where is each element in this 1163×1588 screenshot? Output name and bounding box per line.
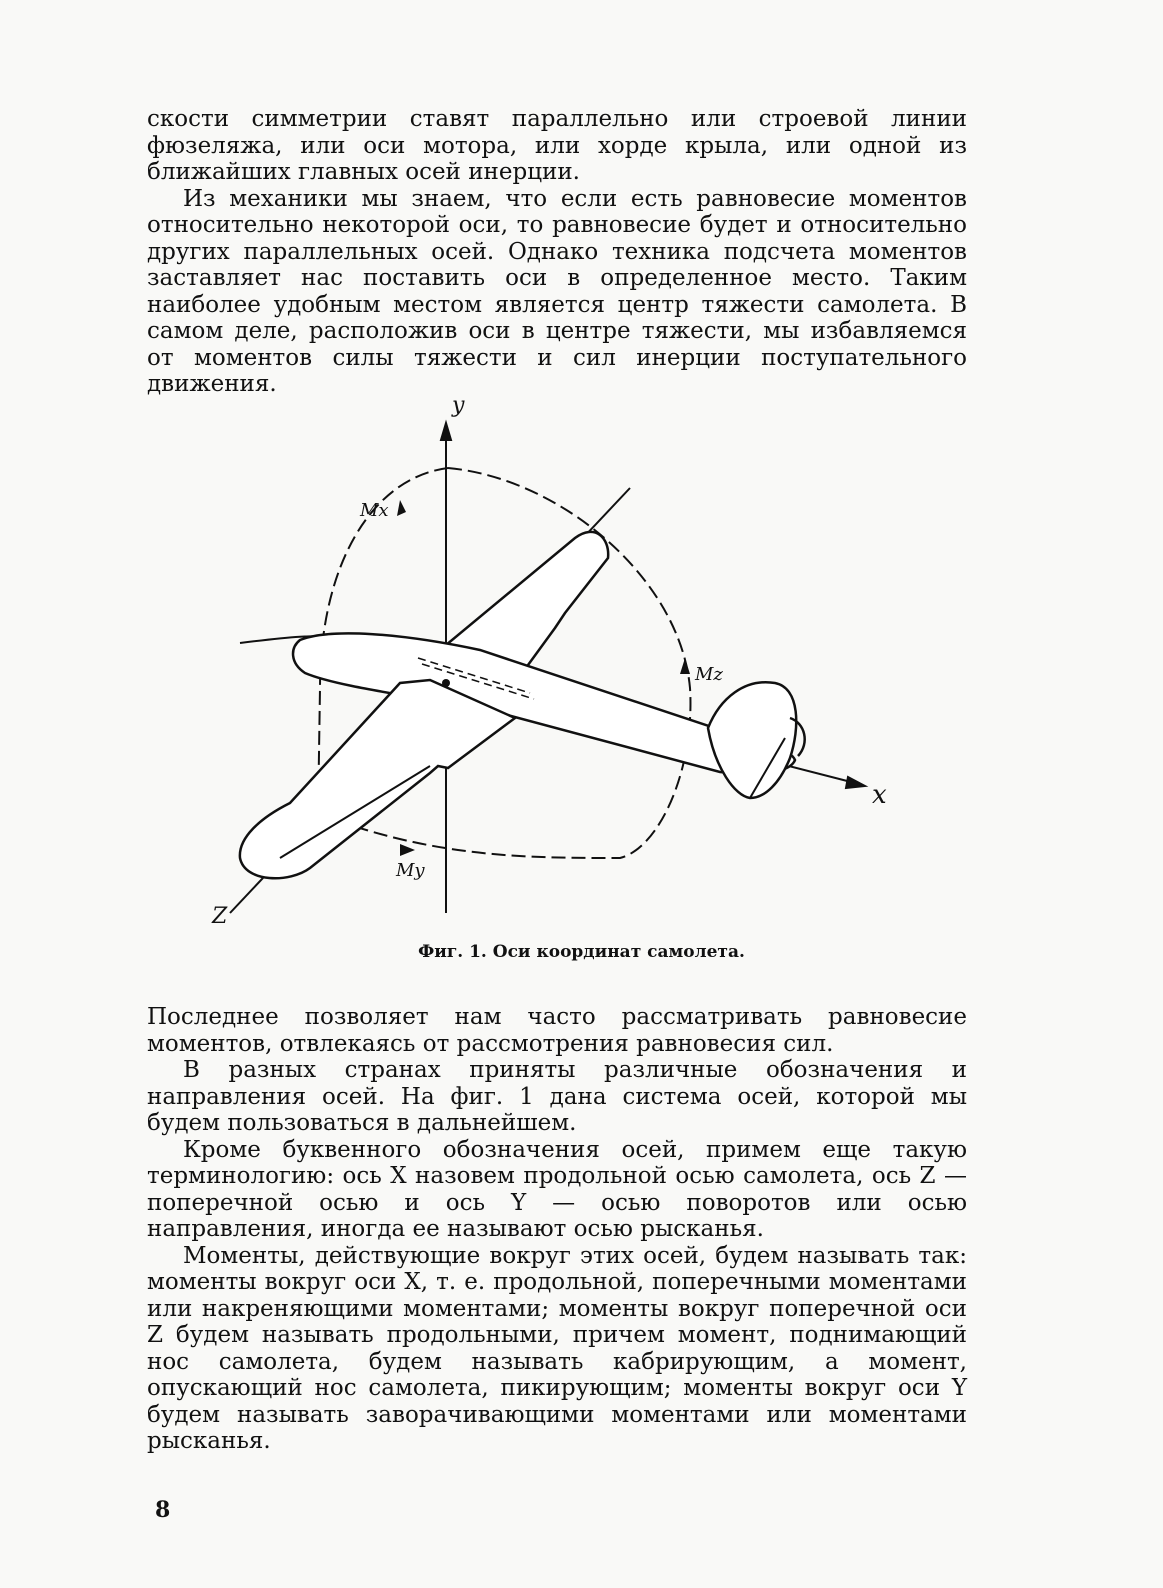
label-mz: Mz (695, 664, 723, 685)
figure-caption: Фиг. 1. Оси координат самолета. (418, 942, 745, 962)
page-number: 8 (155, 1497, 171, 1523)
label-z: Z (212, 904, 228, 929)
label-mx: Mx (360, 500, 389, 521)
y-axis-arrow (441, 423, 451, 440)
mz-arrow (680, 658, 690, 674)
paragraph-mechanics: Из механики мы знаем, что если есть равновесие моментов относительно некоторой оси, то равновесие будет и относительно других параллельных осей. Однако техника подсчета моментов заставляет нас поставить оси в определенное место. Таким наиболее удобным местом является центр тяжести самолета. В самом деле, расположив оси в центре тяжести, мы избавляемся от моментов силы тяжести и сил инерции поступательного движения. (147, 185, 967, 397)
label-x: x (872, 780, 887, 810)
top-text (147, 106, 967, 398)
x-axis-arrow (846, 777, 865, 788)
center-of-gravity (442, 679, 450, 687)
near-wing (240, 680, 515, 878)
paragraph-continuation: скости симметрии ставят параллельно или строевой линии фюзеляжа, или оси мотора, или хорде крыла, или одной из ближайших главных осей инерции. (147, 106, 967, 185)
my-arrow (400, 844, 415, 856)
paragraph-moments: Моменты, действующие вокруг этих осей, будем называть так: моменты вокруг оси X, т. е. продольной, поперечными моментами или накреняющими моментами; моменты вокруг поперечной оси Z будем называть продольными, причем момент, поднимающий нос самолета, будем называть кабрирующим, а момент, опускающий нос самолета, пикирующим; моменты вокруг оси Y будем называть заворачивающими моментами или моментами рысканья. (147, 1242, 967, 1454)
paragraph-terminology: Кроме буквенного обозначения осей, примем еще такую терминологию: ось X назовем продольной осью самолета, ось Z — поперечной осью и ось Y — осью поворотов или осью направления, иногда ее называют осью рысканья. (147, 1136, 967, 1242)
airplane-axes-diagram (200, 388, 920, 938)
bottom-text (147, 1004, 967, 1455)
airplane-axes-figure (200, 388, 920, 938)
label-y: y (452, 393, 465, 418)
label-my: My (396, 860, 425, 881)
paragraph-countries: В разных странах приняты различные обозначения и направления осей. На фиг. 1 дана система осей, которой мы будем пользоваться в дальнейшем. (147, 1057, 967, 1136)
mx-arrow (397, 500, 406, 516)
paragraph-last: Последнее позволяет нам часто рассматривать равновесие моментов, отвлекаясь от рассмотрения равновесия сил. (147, 1004, 967, 1057)
